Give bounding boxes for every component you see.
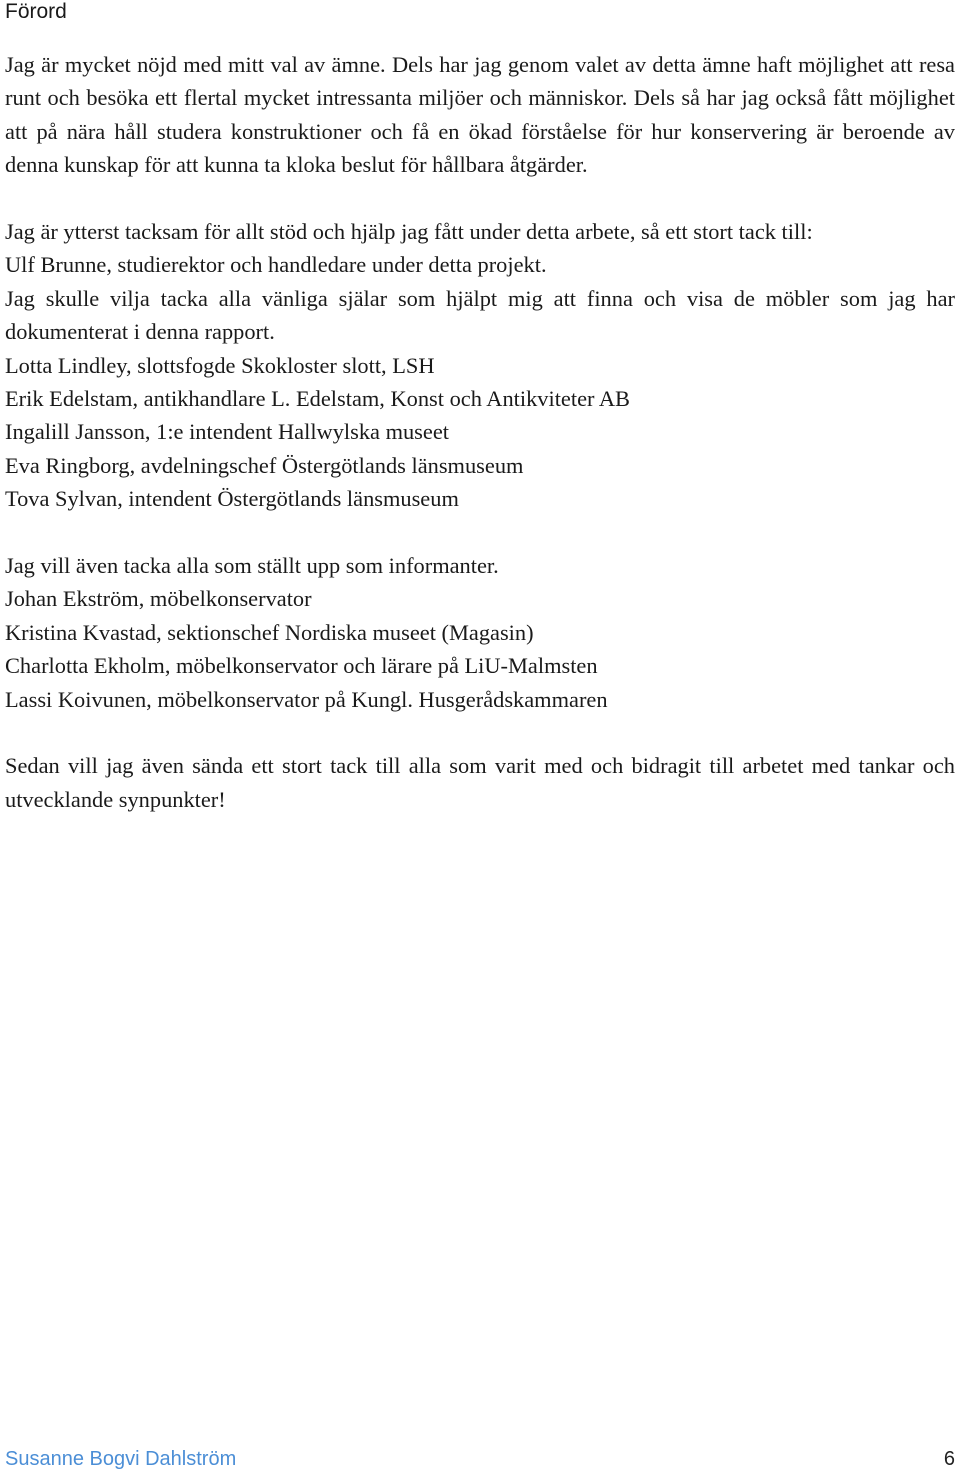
closing-paragraph: Sedan vill jag även sända ett stort tack till alla som varit med och bidragit till arbetet med tankar och utvecklande synpunkter! — [5, 753, 955, 812]
page-heading: Förord — [5, 0, 67, 23]
footer-author: Susanne Bogvi Dahlström — [5, 1448, 237, 1470]
document-body — [5, 48, 955, 816]
helper-line: Tova Sylvan, intendent Östergötlands länsmuseum — [5, 486, 459, 512]
thanks-intro-paragraph: Jag är ytterst tacksam för allt stöd och hjälp jag fått under detta arbete, så ett stort tack till: — [5, 219, 813, 245]
intro-paragraph: Jag är mycket nöjd med mitt val av ämne. Dels har jag genom valet av detta ämne haft möjlighet att resa runt och besöka ett flertal mycket intressanta miljöer och människor. Dels så har jag också fått möjlighet att på nära håll studera konstruktioner och få en ökad förståelse för hur konservering är beroende av denna kunskap för att kunna ta kloka beslut för hållbara åtgärder. — [5, 52, 955, 178]
informant-line: Johan Ekström, möbelkonservator — [5, 586, 312, 612]
helper-line: Eva Ringborg, avdelningschef Östergötlands länsmuseum — [5, 452, 524, 478]
thanks-souls-paragraph: Jag skulle vilja tacka alla vänliga själar som hjälpt mig att finna och visa de möbler som jag har dokumenterat i denna rapport. — [5, 285, 955, 345]
paragraph-spacer — [5, 182, 955, 215]
informant-line: Charlotta Ekholm, möbelkonservator och lärare på LiU-Malmsten — [5, 653, 598, 679]
paragraph-spacer — [5, 716, 955, 749]
informant-line: Kristina Kvastad, sektionschef Nordiska museet (Magasin) — [5, 619, 534, 645]
helper-line: Lotta Lindley, slottsfogde Skokloster slott, LSH — [5, 352, 435, 378]
paragraph-spacer — [5, 516, 955, 549]
supervisor-line: Ulf Brunne, studierektor och handledare under detta projekt. — [5, 252, 547, 278]
page-number: 6 — [943, 1448, 955, 1470]
helper-line: Ingalill Jansson, 1:e intendent Hallwylska museet — [5, 419, 449, 445]
informant-line: Lassi Koivunen, möbelkonservator på Kungl. Husgerådskammaren — [5, 686, 608, 712]
informants-intro-line: Jag vill även tacka alla som ställt upp som informanter. — [5, 553, 499, 579]
helper-line: Erik Edelstam, antikhandlare L. Edelstam, Konst och Antikviteter AB — [5, 386, 630, 412]
